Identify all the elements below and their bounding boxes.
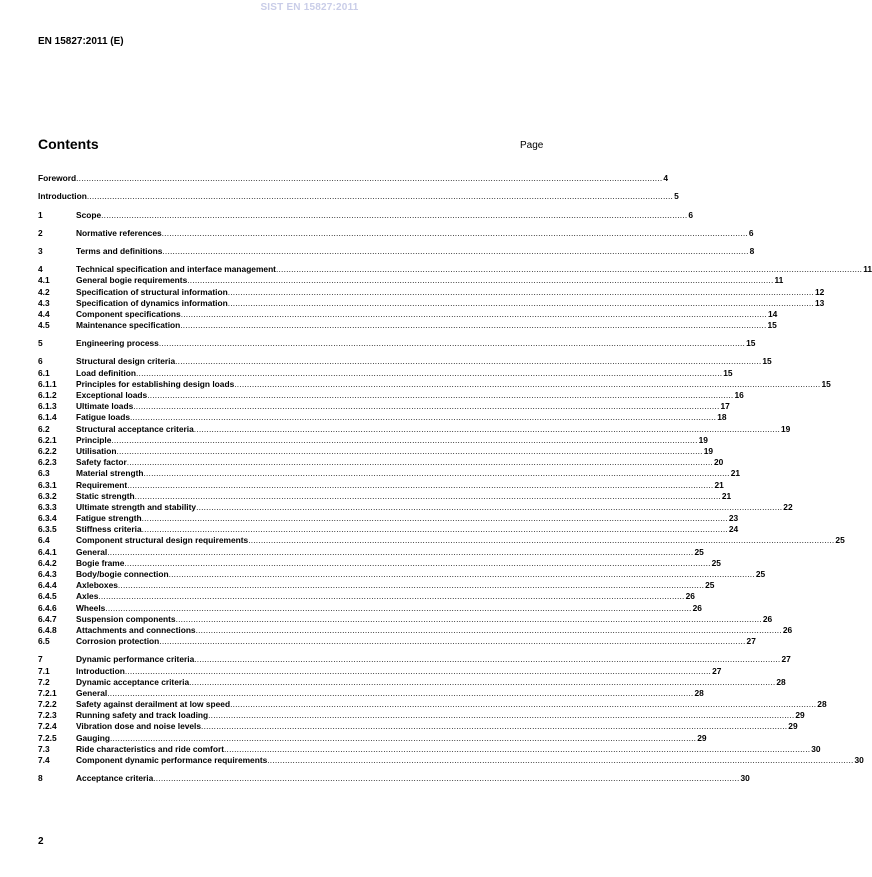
toc-dot-leader <box>153 773 739 784</box>
toc-entry-page: 15 <box>767 320 777 331</box>
toc-entry-number: 7.2.3 <box>38 710 57 721</box>
toc-entry-number: 6.2.3 <box>38 457 57 468</box>
toc-entry[interactable] <box>38 390 744 401</box>
toc-entry[interactable] <box>38 654 791 665</box>
toc-entry[interactable] <box>38 602 702 613</box>
toc-entry-page: 19 <box>703 445 714 456</box>
toc-entry-number: 4.3 <box>38 297 50 308</box>
toc-entry-number: 7.2 <box>38 676 50 687</box>
toc-entry-page: 25 <box>711 557 721 568</box>
toc-entry-page: 6 <box>748 227 754 238</box>
toc-entry-number: 1 <box>38 209 43 220</box>
toc-dot-leader <box>180 320 766 331</box>
toc-entry[interactable] <box>38 367 733 378</box>
toc-entry-title: Ride characteristics and ride comfort <box>76 743 225 754</box>
toc-entry-number: 6.4.7 <box>38 613 57 624</box>
toc-entry-number: 7.1 <box>38 665 50 676</box>
toc-entry-number: 6.2.1 <box>38 434 57 445</box>
toc-entry-number: 7.2.1 <box>38 687 57 698</box>
toc-entry-number: 4 <box>38 264 43 275</box>
toc-entry-title: Ultimate strength and stability <box>76 501 197 512</box>
toc-dot-leader <box>194 424 780 435</box>
toc-entry-number: 7.2.4 <box>38 721 57 732</box>
toc-entry-title: Maintenance specification <box>76 320 181 331</box>
toc-group-gap <box>38 349 545 356</box>
toc-dot-leader <box>234 379 820 390</box>
toc-entry-page: 21 <box>730 468 741 479</box>
toc-entry[interactable] <box>38 490 732 502</box>
toc-entry-number: 6.4.8 <box>38 624 57 635</box>
table-of-contents <box>38 173 872 784</box>
toc-entry-number: 6.5 <box>38 636 50 647</box>
toc-entry-number: 6.3.2 <box>38 490 57 501</box>
toc-entry[interactable] <box>38 275 784 286</box>
toc-entry-title: Corrosion protection <box>76 636 160 647</box>
toc-entry-page: 19 <box>698 434 708 445</box>
toc-entry-number: 6.4.4 <box>38 580 57 591</box>
toc-dot-leader <box>136 368 722 379</box>
toc-dot-leader <box>142 524 728 535</box>
toc-entry[interactable] <box>38 687 704 699</box>
toc-entry-page: 27 <box>712 665 722 676</box>
toc-entry-title: Specification of dynamics information <box>76 297 228 308</box>
toc-entry-number: 6.3.1 <box>38 479 57 490</box>
toc-entry-number: 6.1.4 <box>38 412 57 423</box>
toc-group-gap <box>38 766 545 773</box>
toc-entry-title: Load definition <box>76 367 137 378</box>
toc-entry[interactable] <box>38 297 825 309</box>
toc-group-gap <box>38 331 545 338</box>
toc-dot-leader <box>159 636 745 647</box>
toc-entry-page: 25 <box>705 580 715 591</box>
toc-entry-page: 29 <box>795 710 805 721</box>
toc-entry-title: Structural acceptance criteria <box>76 423 194 434</box>
toc-dot-leader <box>105 603 691 614</box>
toc-entry-page: 11 <box>863 264 872 275</box>
toc-entry-page: 26 <box>762 613 773 624</box>
toc-entry-page: 13 <box>814 297 825 308</box>
page-number: 2 <box>38 836 44 847</box>
toc-entry-title: Static strength <box>76 490 135 501</box>
toc-entry-title: Body/bogie connection <box>76 569 169 579</box>
toc-entry-number: 6.4.3 <box>38 569 57 579</box>
toc-entry[interactable] <box>38 546 704 557</box>
toc-entry[interactable] <box>38 501 793 513</box>
toc-entry-title: Dynamic performance criteria <box>76 654 195 665</box>
toc-entry-number: 6.4.1 <box>38 546 57 557</box>
toc-entry-page: 30 <box>854 755 864 765</box>
toc-dot-leader <box>107 547 693 558</box>
toc-entry-page: 22 <box>783 501 793 512</box>
toc-entry[interactable] <box>38 401 730 412</box>
toc-entry-page: 27 <box>746 636 756 647</box>
toc-entry[interactable] <box>38 624 793 636</box>
toc-entry-page: 12 <box>814 286 825 297</box>
toc-entry[interactable] <box>38 535 845 546</box>
toc-entry[interactable] <box>38 412 727 423</box>
toc-entry-title: Axles <box>76 591 99 602</box>
toc-entry-title: Suspension components <box>76 613 176 624</box>
toc-entry[interactable] <box>38 591 695 602</box>
toc-dot-leader <box>175 356 761 367</box>
toc-entry-number: 4.4 <box>38 308 50 319</box>
toc-entry[interactable] <box>38 743 821 755</box>
toc-entry-title: Component dynamic performance requirements <box>76 755 268 765</box>
toc-entry-title: Stiffness criteria <box>76 524 142 535</box>
toc-entry-page: 25 <box>694 546 704 557</box>
toc-dot-leader <box>201 721 787 732</box>
toc-entry[interactable] <box>38 286 825 297</box>
toc-dot-leader <box>116 446 702 457</box>
toc-entry-page: 30 <box>740 773 750 784</box>
toc-entry-title: Ultimate loads <box>76 401 134 412</box>
toc-entry-page: 30 <box>811 743 821 754</box>
toc-entry-page: 5 <box>674 191 679 202</box>
toc-entry-title: Introduction <box>38 191 87 202</box>
toc-dot-leader <box>176 614 762 625</box>
toc-entry-title: Specification of structural information <box>76 286 228 297</box>
toc-entry-title: Engineering process <box>76 338 159 349</box>
toc-dot-leader <box>228 287 814 298</box>
toc-entry[interactable] <box>38 580 715 591</box>
toc-dot-leader <box>110 733 696 744</box>
toc-entry-number: 7.2.5 <box>38 732 57 743</box>
toc-entry-title: General <box>76 546 108 557</box>
toc-entry-number: 7.2.2 <box>38 699 57 710</box>
toc-dot-leader <box>230 699 816 710</box>
toc-entry-page: 16 <box>734 390 744 400</box>
toc-entry-title: Bogie frame <box>76 557 125 568</box>
toc-entry-number: 7.4 <box>38 755 50 765</box>
toc-entry-page: 24 <box>728 524 739 535</box>
toc-entry-title: Axleboxes <box>76 580 118 591</box>
toc-entry[interactable] <box>38 445 714 457</box>
toc-entry-number: 6.2.2 <box>38 445 57 456</box>
toc-dot-leader <box>142 513 728 524</box>
toc-entry-page: 23 <box>728 513 739 524</box>
toc-group-gap <box>38 184 545 191</box>
toc-entry[interactable] <box>38 338 756 349</box>
toc-entry-title: Principle <box>76 434 112 445</box>
toc-entry[interactable] <box>38 434 708 446</box>
toc-entry-title: Scope <box>76 209 102 220</box>
toc-dot-leader <box>130 412 716 423</box>
toc-dot-leader <box>208 710 794 721</box>
toc-entry[interactable] <box>38 457 724 468</box>
toc-entry-number: 3 <box>38 245 43 256</box>
toc-entry-number: 6.3.5 <box>38 524 57 535</box>
toc-entry-number: 5 <box>38 338 43 349</box>
toc-dot-leader <box>133 401 719 412</box>
toc-entry[interactable] <box>38 264 872 275</box>
page-column-label: Page <box>520 140 544 151</box>
toc-entry-title: Acceptance criteria <box>76 773 154 784</box>
toc-entry[interactable] <box>38 755 864 766</box>
toc-entry-title: Safety against derailment at low speed <box>76 699 231 710</box>
toc-entry-number: 6.1.2 <box>38 390 57 400</box>
toc-entry-page: 26 <box>685 591 695 602</box>
toc-entry[interactable] <box>38 308 778 320</box>
toc-entry[interactable] <box>38 773 750 784</box>
toc-entry-page: 29 <box>697 732 707 743</box>
toc-entry-page: 20 <box>713 457 724 468</box>
toc-entry-title: Requirement <box>76 479 128 490</box>
toc-dot-leader <box>125 666 711 677</box>
watermark: SIST EN 15827:2011 <box>260 2 359 13</box>
toc-dot-leader <box>267 755 853 766</box>
toc-entry-number: 6.1.3 <box>38 401 57 412</box>
toc-entry-page: 26 <box>692 602 702 613</box>
document-id: EN 15827:2011 (E) <box>38 36 124 47</box>
toc-entry-number: 8 <box>38 773 43 784</box>
toc-dot-leader <box>98 591 684 602</box>
toc-dot-leader <box>124 558 710 569</box>
toc-dot-leader <box>107 688 693 699</box>
toc-dot-leader <box>224 744 810 755</box>
toc-entry-number: 6.3.4 <box>38 513 57 524</box>
toc-dot-leader <box>159 338 745 349</box>
toc-entry[interactable] <box>38 732 707 743</box>
toc-entry-number: 7 <box>38 654 43 665</box>
toc-entry-number: 6.4.6 <box>38 602 57 613</box>
toc-dot-leader <box>162 246 748 257</box>
toc-entry-number: 6.1.1 <box>38 378 57 389</box>
toc-entry-number: 7.3 <box>38 743 50 754</box>
contents-title: Contents <box>38 136 99 152</box>
toc-entry-page: 25 <box>835 535 845 546</box>
toc-entry-page: 28 <box>817 699 827 710</box>
toc-entry-title: Attachments and connections <box>76 624 196 635</box>
toc-dot-leader <box>196 502 782 513</box>
toc-entry-page: 14 <box>767 308 778 319</box>
toc-entry-number: 4.2 <box>38 286 50 297</box>
toc-dot-leader <box>143 468 729 479</box>
toc-entry[interactable] <box>38 665 722 676</box>
toc-entry[interactable] <box>38 173 669 184</box>
toc-dot-leader <box>194 654 780 665</box>
toc-entry[interactable] <box>38 356 772 367</box>
toc-entry-title: Fatigue loads <box>76 412 130 423</box>
toc-dot-leader <box>127 457 713 468</box>
toc-entry-number: 6.3 <box>38 468 50 479</box>
toc-entry[interactable] <box>38 191 679 202</box>
toc-entry-title: Foreword <box>38 173 77 184</box>
toc-entry-title: Vibration dose and noise levels <box>76 721 202 732</box>
toc-group-gap <box>38 257 545 264</box>
toc-entry-title: Normative references <box>76 227 162 238</box>
toc-entry-page: 29 <box>788 721 798 732</box>
toc-dot-leader <box>111 435 697 446</box>
toc-entry-page: 6 <box>688 209 694 220</box>
toc-dot-leader <box>196 625 782 636</box>
toc-entry-page: 21 <box>721 490 732 501</box>
toc-entry[interactable] <box>38 209 694 220</box>
toc-group-gap <box>38 221 545 228</box>
toc-entry[interactable] <box>38 636 756 647</box>
toc-entry[interactable] <box>38 710 805 721</box>
toc-dot-leader <box>169 569 755 580</box>
toc-dot-leader <box>118 580 704 591</box>
toc-entry-page: 17 <box>720 401 730 412</box>
toc-dot-leader <box>187 275 773 286</box>
toc-dot-leader <box>147 390 733 401</box>
toc-entry-number: 4.1 <box>38 275 50 286</box>
toc-entry-title: Safety factor <box>76 457 127 468</box>
toc-dot-leader <box>101 210 687 221</box>
toc-entry[interactable] <box>38 245 755 257</box>
toc-entry-page: 18 <box>717 412 727 423</box>
toc-entry-title: Principles for establishing design loads <box>76 378 235 389</box>
toc-entry[interactable] <box>38 479 724 490</box>
toc-entry-page: 4 <box>663 173 669 184</box>
toc-entry-title: Technical specification and interface management <box>76 264 276 275</box>
toc-entry-page: 11 <box>774 275 784 286</box>
toc-entry[interactable] <box>38 227 754 239</box>
toc-entry-page: 26 <box>782 624 793 635</box>
toc-entry-number: 6.3.3 <box>38 501 57 512</box>
toc-entry-number: 6.2 <box>38 423 50 434</box>
toc-entry-page: 15 <box>821 378 831 389</box>
toc-entry[interactable] <box>38 613 773 625</box>
toc-entry-page: 8 <box>749 245 755 256</box>
toc-entry-title: Structural design criteria <box>76 356 176 367</box>
toc-entry-page: 25 <box>755 569 766 579</box>
toc-entry-page: 15 <box>762 356 772 367</box>
toc-entry-title: Component specifications <box>76 308 181 319</box>
toc-entry-title: Fatigue strength <box>76 513 142 524</box>
toc-entry[interactable] <box>38 676 786 688</box>
toc-dot-leader <box>248 535 834 546</box>
toc-entry-number: 2 <box>38 227 43 238</box>
toc-entry[interactable] <box>38 721 798 732</box>
toc-entry-number: 6.4.2 <box>38 557 57 568</box>
toc-entry-title: General bogie requirements <box>76 275 188 286</box>
toc-dot-leader <box>276 264 862 275</box>
toc-group-gap <box>38 202 545 209</box>
toc-entry[interactable] <box>38 468 741 479</box>
toc-entry[interactable] <box>38 423 791 434</box>
toc-entry-page: 15 <box>723 367 733 378</box>
toc-entry-number: 6.1 <box>38 367 50 378</box>
toc-entry[interactable] <box>38 378 831 390</box>
toc-entry-title: Component structural design requirements <box>76 535 249 546</box>
toc-entry-page: 21 <box>714 479 724 490</box>
toc-entry-title: Introduction <box>76 665 125 676</box>
toc-entry-title: Gauging <box>76 732 110 743</box>
toc-entry-page: 28 <box>694 687 704 698</box>
toc-entry-title: Running safety and track loading <box>76 710 209 721</box>
toc-entry-page: 15 <box>746 338 756 349</box>
toc-entry-title: Wheels <box>76 602 106 613</box>
toc-entry-title: Terms and definitions <box>76 245 163 256</box>
toc-entry-title: General <box>76 687 108 698</box>
toc-entry-number: 6 <box>38 356 43 367</box>
toc-entry-number: 4.5 <box>38 320 50 331</box>
toc-dot-leader <box>135 491 721 502</box>
toc-dot-leader <box>228 298 814 309</box>
toc-dot-leader <box>181 309 767 320</box>
toc-dot-leader <box>162 228 748 239</box>
toc-entry-page: 28 <box>776 676 786 687</box>
toc-entry-title: Exceptional loads <box>76 390 148 400</box>
toc-dot-leader <box>189 677 775 688</box>
toc-dot-leader <box>127 480 713 491</box>
toc-entry-title: Material strength <box>76 468 144 479</box>
toc-entry[interactable] <box>38 524 739 535</box>
toc-entry[interactable] <box>38 557 721 569</box>
toc-entry-page: 27 <box>781 654 791 665</box>
toc-entry[interactable] <box>38 699 827 710</box>
toc-group-gap <box>38 647 545 654</box>
toc-dot-leader <box>87 191 673 202</box>
toc-entry-number: 6.4 <box>38 535 50 546</box>
toc-entry-title: Dynamic acceptance criteria <box>76 676 190 687</box>
toc-group-gap <box>38 239 545 246</box>
toc-entry-title: Utilisation <box>76 445 117 456</box>
toc-entry-number: 6.4.5 <box>38 591 57 602</box>
toc-entry[interactable] <box>38 513 739 524</box>
toc-entry[interactable] <box>38 320 777 331</box>
toc-dot-leader <box>76 173 662 184</box>
toc-entry-page: 19 <box>781 423 791 434</box>
toc-entry[interactable] <box>38 569 766 580</box>
